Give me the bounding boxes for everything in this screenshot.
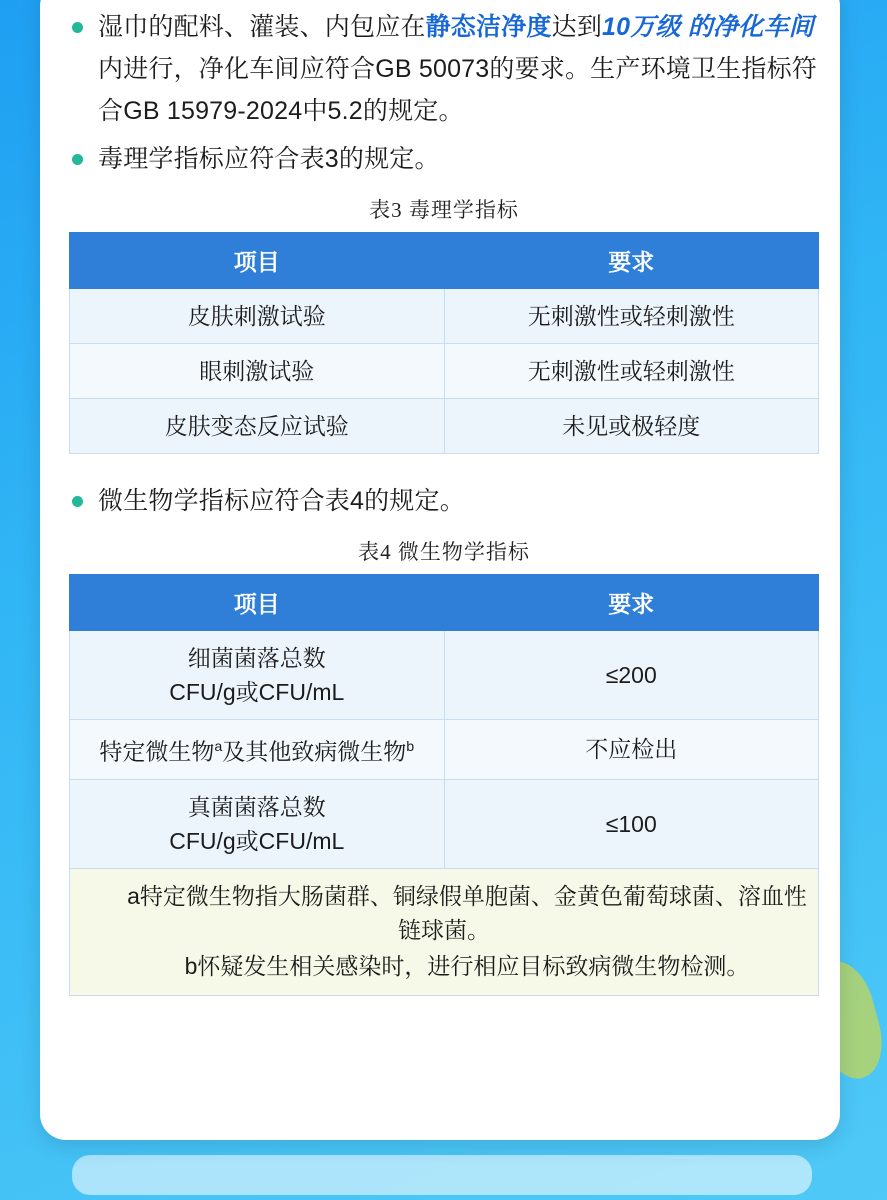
table4-caption: 表4 微生物学指标 xyxy=(358,540,530,564)
footnote-b: b怀疑发生相关感染时，进行相应目标致病微生物检测。 xyxy=(184,952,750,979)
table3-cell-requirement: 未见或极轻度 xyxy=(444,399,819,454)
bullet-text-cleanroom: 湿巾的配料、灌装、内包应在静态洁净度达到10万级 的净化车间内进行，净化车间应符合GB 50073的要求。生产环境卫生指标符合GB 15979-2024中5.2的规定。 xyxy=(98,13,817,125)
footnote-marker-b: b xyxy=(406,739,415,755)
table-row xyxy=(70,289,819,344)
content-card xyxy=(40,0,840,1140)
bullet-item-microbiology xyxy=(64,480,824,522)
table3-cell-item: 皮肤变态反应试验 xyxy=(70,399,445,454)
bullet-dot-icon xyxy=(72,154,83,165)
table4-header-row xyxy=(70,575,819,631)
bullet-text-microbiology: 微生物学指标应符合表4的规定。 xyxy=(98,487,465,515)
table4-item-line2: CFU/g或CFU/mL xyxy=(169,679,345,705)
table4-cell-requirement-fungi: ≤100 xyxy=(444,779,819,868)
document-content xyxy=(64,6,824,996)
card-stack-edge xyxy=(72,1155,812,1195)
bullet-list xyxy=(64,6,824,180)
table4-header-item: 项目 xyxy=(70,575,445,631)
table4-cell-requirement-bacteria: ≤200 xyxy=(444,631,819,720)
bullet-list-microbiology xyxy=(64,480,824,522)
table-row xyxy=(70,779,819,868)
table3-caption: 表3 毒理学指标 xyxy=(369,198,519,222)
table4-cell-item-bacteria xyxy=(70,631,445,720)
table4-cell-requirement-specific: 不应检出 xyxy=(444,720,819,780)
footnote-marker-a: a xyxy=(214,739,223,755)
bullet-dot-icon xyxy=(72,22,83,33)
table4-item-line2: CFU/g或CFU/mL xyxy=(169,827,345,854)
table4-footnotes xyxy=(70,868,819,995)
footnote-a: a特定微生物指大肠菌群、铜绿假单胞菌、金黄色葡萄球菌、溶血性链球菌。 xyxy=(127,882,807,943)
table3-cell-item: 眼刺激试验 xyxy=(70,344,445,399)
bullet-item-toxicology xyxy=(64,138,824,180)
table4-cell-item-fungi xyxy=(70,779,445,868)
table4-cell-item-specific xyxy=(70,720,445,780)
table3-cell-item: 皮肤刺激试验 xyxy=(70,289,445,344)
table-row xyxy=(70,631,819,720)
table3-header-requirement: 要求 xyxy=(444,233,819,289)
table3-cell-requirement: 无刺激性或轻刺激性 xyxy=(444,344,819,399)
table-row xyxy=(70,399,819,454)
table4-header-requirement: 要求 xyxy=(444,575,819,631)
table-row xyxy=(70,344,819,399)
table4-item-specific-text2: 及其他致病微生物 xyxy=(222,738,407,765)
bullet-item-cleanroom xyxy=(64,6,824,132)
table4-item-line1: 细菌菌落总数 xyxy=(187,645,326,671)
table3-cell-requirement: 无刺激性或轻刺激性 xyxy=(444,289,819,344)
table4-item-specific-text: 特定微生物 xyxy=(99,738,215,765)
table-row xyxy=(70,720,819,780)
table-toxicology-indicators xyxy=(69,232,819,454)
table-microbiology-indicators xyxy=(69,574,819,996)
table3-header-item: 项目 xyxy=(70,233,445,289)
bullet-dot-icon xyxy=(72,496,83,507)
table3-header-row xyxy=(70,233,819,289)
table4-notes-row xyxy=(70,868,819,995)
bullet-text-toxicology: 毒理学指标应符合表3的规定。 xyxy=(98,145,440,173)
table4-item-line1: 真菌菌落总数 xyxy=(187,793,326,820)
